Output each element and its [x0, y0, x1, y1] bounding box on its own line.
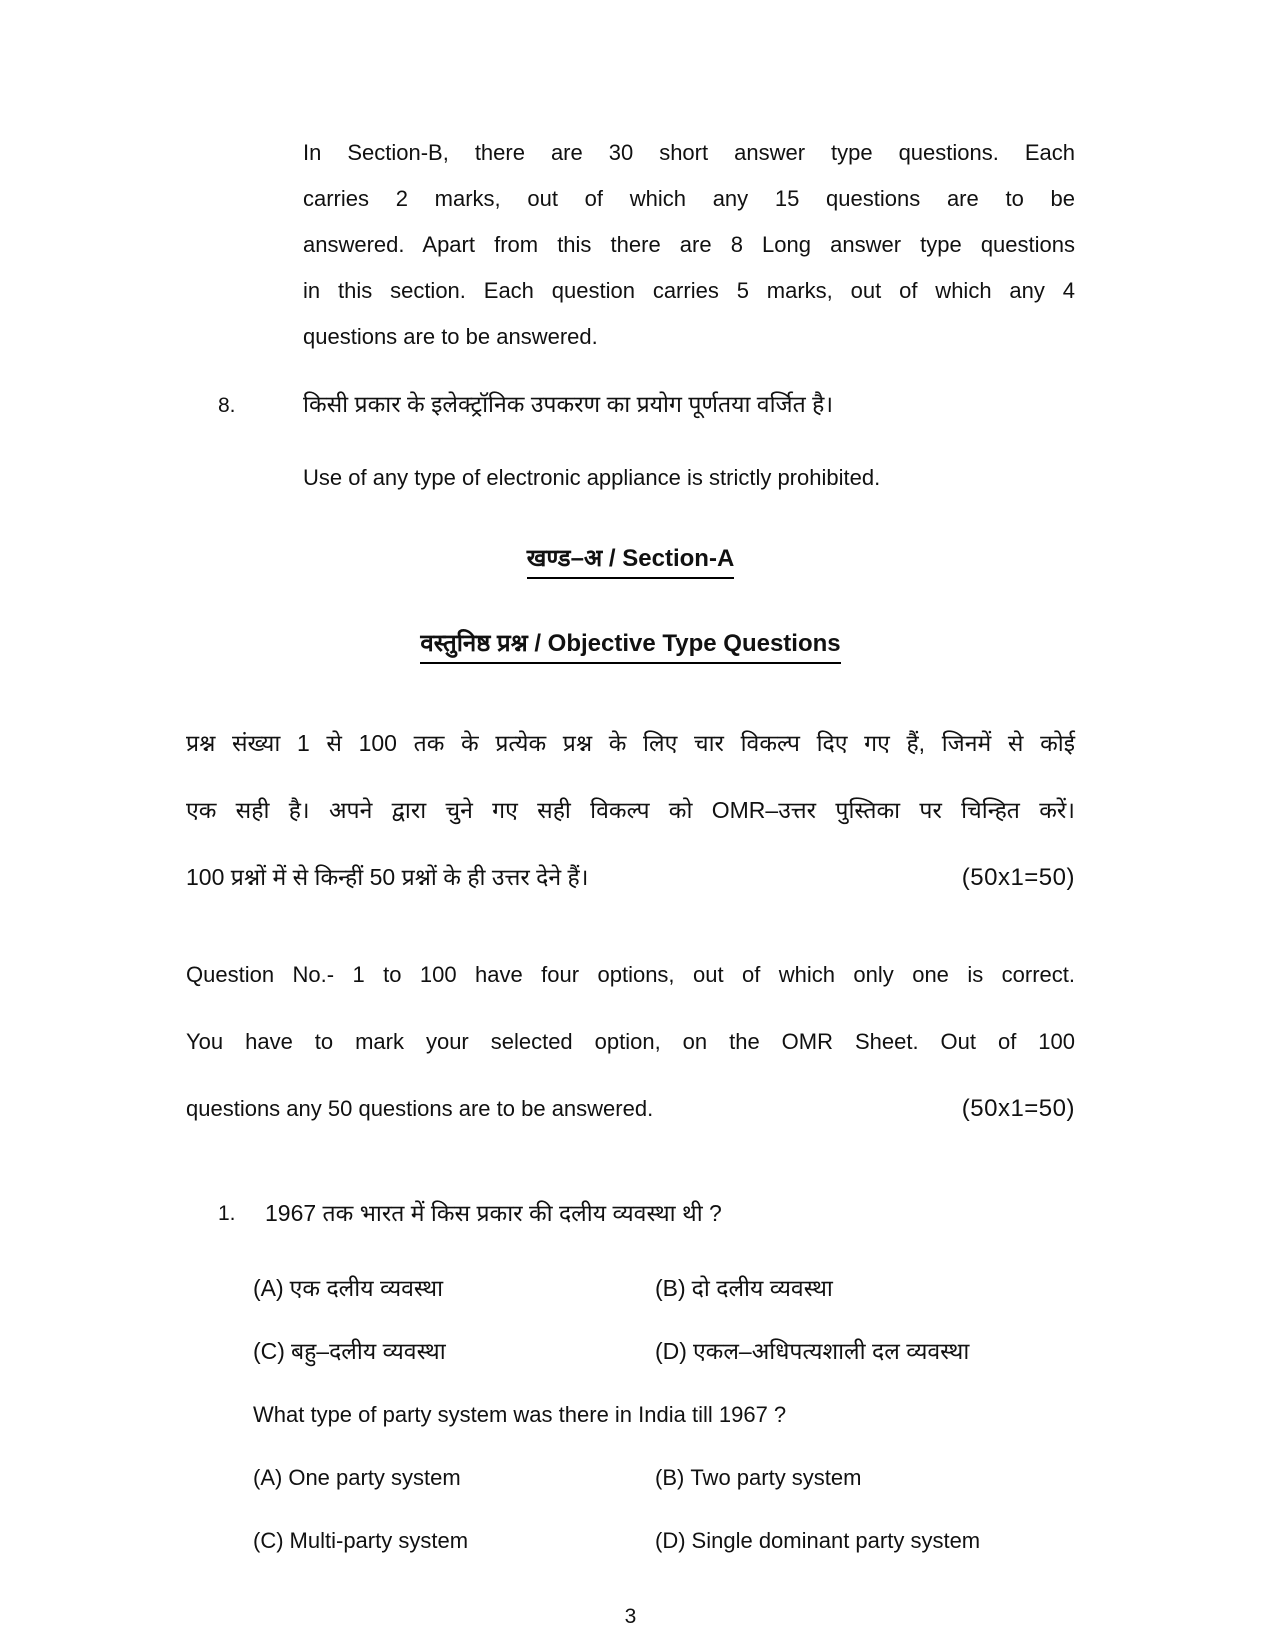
option-a-hindi [253, 1257, 655, 1320]
option-label: (D) [655, 1338, 687, 1364]
option-c-english [253, 1509, 655, 1572]
hindi-options-row-2 [253, 1320, 1075, 1383]
option-label: (D) [655, 1528, 686, 1553]
section-a-heading-row [186, 544, 1075, 579]
english-intro-last-line: questions any 50 questions are to be answered. [186, 1096, 654, 1121]
option-label: (C) [253, 1338, 285, 1364]
english-options-row-2 [253, 1509, 1075, 1572]
english-intro-line: Question No.- 1 to 100 have four options, out of which only one is correct. [186, 962, 1075, 987]
option-text: Multi-party system [289, 1528, 469, 1553]
option-b-english [655, 1446, 1075, 1509]
instruction-line: in this section. Each question carries 5 marks, out of which any 4 [303, 278, 1075, 303]
hindi-intro-line: एक सही है। अपने द्वारा चुने गए सही विकल्प को OMR–उत्तर पुस्तिका पर चिन्हित करें। [186, 797, 1075, 823]
instruction-line: questions are to be answered. [303, 324, 598, 349]
hindi-intro-last-line: 100 प्रश्नों में से किन्हीं 50 प्रश्नों के ही उत्तर देने हैं। [186, 864, 589, 890]
option-text: एक दलीय व्यवस्था [289, 1275, 444, 1301]
option-b-hindi [655, 1257, 1075, 1320]
hindi-intro-line [186, 844, 1075, 911]
option-text: दो दलीय व्यवस्था [691, 1275, 833, 1301]
instruction-text-hindi: किसी प्रकार के इलेक्ट्रॉनिक उपकरण का प्रयोग पूर्णतया वर्जित है। [303, 391, 834, 417]
english-options-row-1 [253, 1446, 1075, 1509]
option-c-hindi [253, 1320, 655, 1383]
instruction-line: carries 2 marks, out of which any 15 questions are to be [303, 186, 1075, 211]
option-label: (B) [655, 1465, 685, 1490]
instruction-line: In Section-B, there are 30 short answer type questions. Each [303, 140, 1075, 165]
instruction-text-english: Use of any type of electronic appliance is strictly prohibited. [303, 465, 881, 490]
option-d-hindi [655, 1320, 1075, 1383]
option-label: (A) [253, 1275, 284, 1301]
option-text: One party system [288, 1465, 461, 1490]
option-label: (B) [655, 1275, 686, 1301]
option-d-english [655, 1509, 1075, 1572]
option-label: (A) [253, 1465, 283, 1490]
marks-value: (50x1=50) [961, 864, 1075, 891]
option-text: Two party system [690, 1465, 862, 1490]
question-text-hindi: 1967 तक भारत में किस प्रकार की दलीय व्यवस्था थी ? [265, 1200, 722, 1226]
instruction-item-8 [186, 388, 1075, 422]
hindi-options-row-1 [253, 1257, 1075, 1320]
instruction-number: 8. [218, 394, 236, 417]
hindi-intro-line: प्रश्न संख्या 1 से 100 तक के प्रत्येक प्रश्न के लिए चार विकल्प दिए गए हैं, जिनमें से कोई [186, 730, 1075, 756]
option-label: (C) [253, 1528, 284, 1553]
instruction-line: answered. Apart from this there are 8 Long answer type questions [303, 232, 1075, 257]
option-a-english [253, 1446, 655, 1509]
english-intro-paragraph [186, 941, 1075, 1142]
english-intro-line: You have to mark your selected option, on the OMR Sheet. Out of 100 [186, 1029, 1075, 1054]
option-text: एकल–अधिपत्यशाली दल व्यवस्था [692, 1338, 970, 1364]
marks-value: (50x1=50) [961, 1095, 1075, 1122]
objective-subheading: वस्तुनिष्ठ प्रश्न / Objective Type Questions [420, 629, 840, 664]
question-item-1 [186, 1182, 1075, 1572]
instruction-continuation-paragraph [303, 130, 1075, 360]
option-text: बहु–दलीय व्यवस्था [290, 1338, 446, 1364]
objective-subheading-row [186, 629, 1075, 664]
hindi-intro-paragraph [186, 710, 1075, 911]
page-number: 3 [624, 1605, 637, 1628]
section-a-heading: खण्ड–अ / Section-A [527, 544, 735, 579]
question-number: 1. [218, 1202, 236, 1225]
option-text: Single dominant party system [691, 1528, 981, 1553]
english-intro-line [186, 1075, 1075, 1142]
question-text-english: What type of party system was there in India till 1967 ? [253, 1402, 787, 1427]
